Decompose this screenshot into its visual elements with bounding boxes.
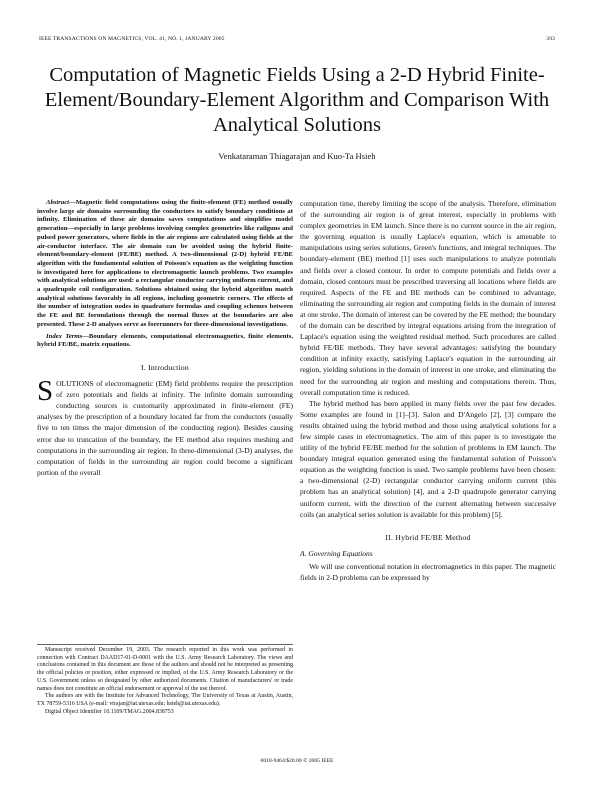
- paper-title: Computation of Magnetic Fields Using a 2-D Hybrid Finite-Element/Boundary-Element Algorithm and Comparison With Analytical Solutions: [44, 64, 550, 136]
- footnote-affiliation: The authors are with the Institute for Advanced Technology, The University of Texas at Austin, Austin, TX 78759-5316 USA (e-mail: vtrajan@iat.utexas.edu; hsieh@iat.utexas.edu).: [37, 693, 293, 707]
- running-head: [39, 36, 555, 42]
- journal-name: IEEE TRANSACTIONS ON MAGNETICS, VOL. 41, NO. 1, JANUARY 2005: [39, 36, 225, 42]
- index-terms: [37, 333, 293, 350]
- abstract: [37, 199, 293, 330]
- footnotes: [37, 647, 293, 716]
- page-number: 393: [546, 36, 555, 42]
- subsection-heading-governing-equations: A. Governing Equations: [300, 548, 373, 558]
- author-list: Venkataraman Thiagarajan and Kuo-Ta Hsieh: [218, 151, 376, 161]
- footnote-doi: Digital Object Identifier 10.1109/TMAG.2004.838753: [45, 708, 174, 715]
- governing-equations-paragraph: We will use conventional notation in electromagnetics in this paper. The magnetic fields in 2-D problems can be expressed by: [300, 561, 556, 582]
- drop-cap: S: [37, 375, 54, 408]
- footnote-received: Manuscript received December 19, 2003. The research reported in this work was performed in connection with Contract DAAD17-01-D-0001 with the U.S. Army Research Laboratory. The views and conclusions contained in this document are those of the authors and should not be interpreted as presenting the official policies or position, either expressed or implied, of the U.S. Army Research Laboratory or the U.S. Government unless so designated by other authorized documents. Citation of manufacturers' or trade names does not constitute an official endorsement or approval of the use thereof.: [37, 647, 293, 692]
- section-heading-introduction: I. Introduction: [140, 362, 190, 372]
- right-column: [300, 198, 556, 583]
- section-heading-hybrid-method: II. Hybrid FE/BE Method: [385, 532, 471, 542]
- left-column: [37, 199, 293, 478]
- index-terms-text: —Boundary elements, computational electromagnetics, finite elements, hybrid FE/BE, matrix equations.: [37, 332, 294, 349]
- intro-paragraph-2: The hybrid method has been applied in many fields over the past few decades. Some examples are found in [1]–[3]. Salon and D'Angelo [2], [3] compare the results obtained using the hybrid method and those using analytical solutions for a few simple cases in electromagnetics. The aim of this paper is to investigate the utility of the hybrid FE/BE method for the solution of problems in EM launch. The boundary integral equation generated using the fundamental solution of Poisson's equation as the weighting function is used. Two sample problems have been chosen: a two-dimensional (2-D) rectangular conductor carrying uniform current (this problem has an analytical solution) [4], and a 2-D quadrupole generator carrying uniform current, with the direction of the current alternating between successive coils (an analytical series solution is available for this problem) [5].: [300, 398, 556, 519]
- abstract-text: —Magnetic field computations using the finite-element (FE) method usually involve large air domains surrounding the conductors to satisfy boundary conditions at infinity. Elimination of these air domains saves computations and simplifies model generation—especially in large problems involving complex geometries like railguns and pulsed power generators, where fields in the air regions are calculated using fields at the air-conductor interface. The air domain can be avoided using the hybrid finite-element/boundary-element (FE/BE) method. A two-dimensional (2-D) hybrid FE/BE algorithm with the fundamental solution of Poisson's equation as the weighting function is investigated here for applications to electromagnetic launch problems. Two examples with analytical solutions are used: a rectangular conductor carrying uniform current, and a quadrupole coil configuration. Solutions obtained using the hybrid algorithm match analytical solutions favorably in all regions, including geometric corners. The effects of the number of integration nodes in quadrature formulas and coupling schemes between the FE and BE formulations through the normal fluxes at the boundaries are also presented. These 2-D analyses serve as forerunners for three-dimensional investigations.: [37, 199, 293, 328]
- footnote-rule: [37, 644, 293, 645]
- intro-paragraph-continued: computation time, thereby limiting the scope of the analysis. Therefore, elimination of the surrounding air region is of great interest, especially in problems with complex geometries in EM launch. Since there is no current source in the air region, the governing equation is usually Laplace's equation, which is amenable to manipulations using series solutions, Green's functions, and integral techniques. The boundary-element (BE) method [1] uses such manipulations to analyze potentials and fields over a closed contour. In order to compute potentials and fields over a domain, closed contours must be prescribed traversing all locations where fields are required. Aspects of the FE and BE methods can be combined to advantage, eliminating the surrounding air region and computing fields in the domain of interest at one stroke. The domain of interest can be covered by the FE method; the boundary of the domain can be described by integral equations arising from the integration of Laplace's equation using the weighted residual method. Such procedures are called hybrid FE/BE methods. They have several advantages: satisfying the boundary condition at infinity exactly, satisfying Laplace's equation in the surrounding air region, yielding solutions in the domain of interest in one stroke, and eliminating the need for the surrounding air region and meshing and computations therein. Thus, overall computation time is reduced.: [300, 199, 556, 397]
- copyright-line: 0018-9464/$20.00 © 2005 IEEE: [260, 758, 334, 764]
- intro-lead-word: OLUTIONS: [56, 379, 94, 389]
- intro-text: of electromagnetic (EM) field problems require the prescription of zero potentials and fields at infinity. The infinite domain surrounding conducting sources is customarily approximated in finite-element (FE) analyses by the prescription of a boundary located far from the conductors (usually five to ten times the major dimension of the conducting region). Besides causing error due to truncation of the boundary, the FE method also requires meshing and computations in the surrounding air region. In three-dimensional (3-D) analyses, the computation of fields in the surrounding air region could become a significant portion of the overall: [37, 379, 293, 477]
- intro-paragraph: [37, 375, 293, 478]
- index-terms-label: Index Terms: [46, 332, 83, 340]
- abstract-label: Abstract: [46, 199, 70, 206]
